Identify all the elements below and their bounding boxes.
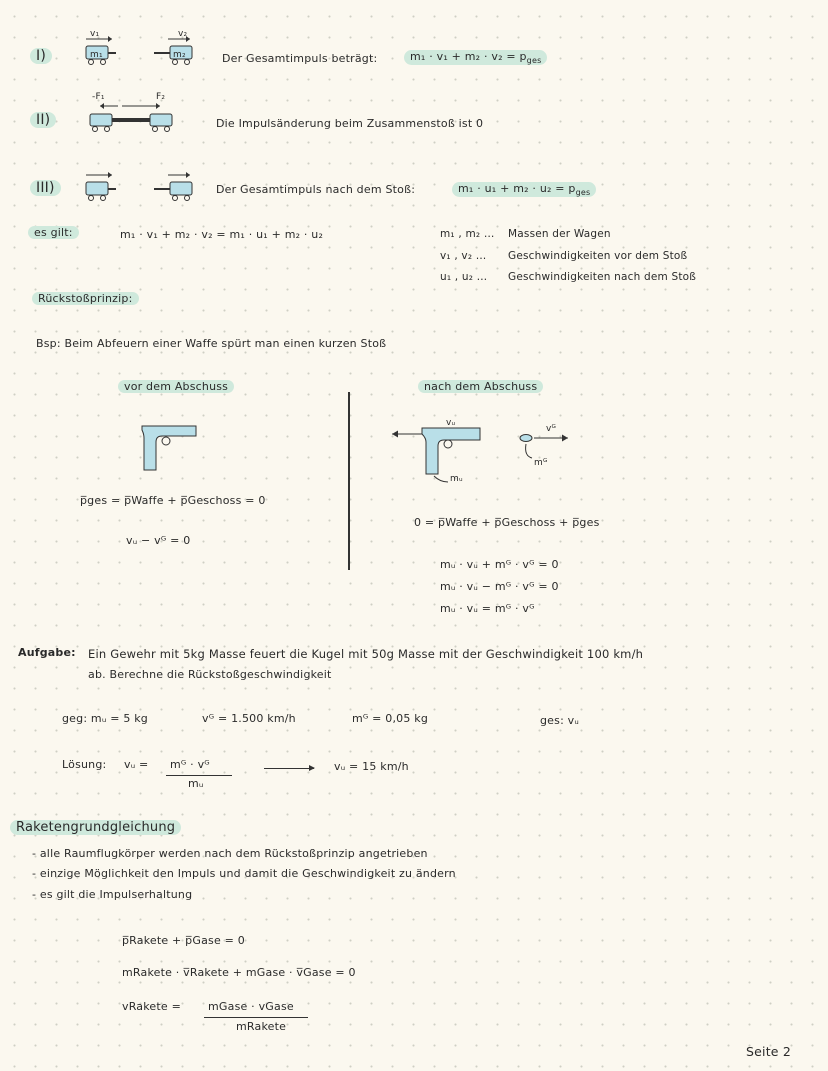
after-shot-label: nach dem Abschuss: [418, 380, 543, 393]
vw-label: vᵤ: [446, 418, 456, 428]
legend-sym-1: v₁ , v₂ …: [440, 250, 487, 262]
recoil-example: Bsp: Beim Abfeuern einer Waffe spürt man einen kurzen Stoß: [36, 337, 387, 350]
rocket-eq-3-lhs: vRakete =: [122, 1000, 181, 1013]
solution-denominator: mᵤ: [188, 777, 204, 790]
rocket-bullet-2: - es gilt die Impulserhaltung: [32, 888, 193, 901]
given-mass-bullet: mᴳ = 0,05 kg: [352, 712, 429, 725]
label-I: I): [30, 48, 52, 64]
mw-label: mᵤ: [450, 474, 463, 484]
legend-sym-0: m₁ , m₂ …: [440, 228, 495, 240]
es-gilt-label: es gilt:: [28, 226, 79, 239]
recoil-heading: Rückstoßprinzip:: [32, 292, 139, 305]
rocket-eq-3-numerator: mGase · vGase: [208, 1000, 294, 1013]
eq-after-4: mᵤ · vᵤ = mᴳ · vᴳ: [440, 602, 535, 615]
solution-numerator: mᴳ · vᴳ: [170, 758, 210, 771]
F2-label: F₂: [156, 92, 166, 102]
eq-after-1: 0 = p̅Waffe + p̅Geschoss + p̅ges: [414, 516, 600, 529]
solution-fraction-line: [166, 775, 232, 776]
rocket-fraction-line: [204, 1017, 308, 1018]
implies-arrow: [264, 768, 314, 769]
gun-before-icon: [136, 424, 202, 474]
rocket-eq-3-denominator: mRakete: [236, 1020, 287, 1033]
formula-III: $m_1 \cdot u_1 + m_2 \cdot u_2 = p_{ges}$: [452, 182, 596, 197]
text-II: Die Impulsänderung beim Zusammenstoß ist 0: [216, 117, 484, 130]
eq-before-1: p̅ges = p̅Waffe + p̅Geschoss = 0: [80, 494, 266, 507]
eq-after-3: mᵤ · vᵤ − mᴳ · vᴳ = 0: [440, 580, 559, 593]
rocket-bullet-0: - alle Raumflugkörper werden nach dem Rückstoßprinzip angetrieben: [32, 847, 428, 860]
before-shot-label: vor dem Abschuss: [118, 380, 234, 393]
rocket-eq-1: p̅Rakete + p̅Gase = 0: [122, 934, 245, 947]
column-divider: [348, 392, 350, 570]
rocket-bullet-1: - einzige Möglichkeit den Impuls und damit die Geschwindigkeit zu ändern: [32, 867, 456, 880]
formula-I: $m_1 \cdot v_1 + m_2 \cdot v_2 = p_{ges}$: [404, 50, 547, 65]
F1-label: -F₁: [92, 92, 105, 102]
carts-diagram-III: [82, 164, 202, 208]
task-text-1: Ein Gewehr mit 5kg Masse feuert die Kugel mit 50g Masse mit der Geschwindigkeit 100 km/h: [88, 647, 644, 661]
sought-value: ges: vᵤ: [540, 714, 580, 727]
given-mass-weapon: geg: mᵤ = 5 kg: [62, 712, 148, 725]
page-number: Seite 2: [746, 1044, 792, 1059]
rocket-eq-2: mRakete · v̅Rakete + mGase · v̅Gase = 0: [122, 966, 356, 979]
vG-label: vᴳ: [546, 424, 557, 434]
task-label: Aufgabe:: [18, 646, 76, 659]
legend-desc-0: Massen der Wagen: [508, 228, 611, 240]
solution-result: vᵤ = 15 km/h: [334, 760, 409, 773]
legend-sym-2: u₁ , u₂ …: [440, 271, 488, 283]
given-velocity-bullet: vᴳ = 1.500 km/h: [202, 712, 296, 725]
mG-label: mᴳ: [534, 458, 548, 468]
rocket-heading: Raketengrundgleichung: [10, 820, 181, 835]
v1-label: v₁: [90, 29, 100, 39]
task-text-2: ab. Berechne die Rückstoßgeschwindigkeit: [88, 668, 332, 681]
gun-after-icon: [392, 420, 572, 490]
m1-label: m₁: [90, 50, 103, 60]
text-III: Der Gesamtimpuls nach dem Stoß:: [216, 183, 416, 196]
text-I: Der Gesamtimpuls beträgt:: [222, 52, 378, 65]
label-II: II): [30, 112, 56, 128]
v2-label: v₂: [178, 29, 188, 39]
momentum-equation: m₁ · v₁ + m₂ · v₂ = m₁ · u₁ + m₂ · u₂: [120, 228, 324, 241]
eq-before-2: vᵤ − vᴳ = 0: [126, 534, 191, 547]
m2-label: m₂: [173, 50, 186, 60]
label-III: III): [30, 180, 61, 196]
legend-desc-2: Geschwindigkeiten nach dem Stoß: [508, 271, 697, 283]
eq-after-2: mᵤ · vᵤ + mᴳ · vᴳ = 0: [440, 558, 559, 571]
solution-lhs: vᵤ =: [124, 758, 149, 771]
solution-label: Lösung:: [62, 758, 107, 771]
legend-desc-1: Geschwindigkeiten vor dem Stoß: [508, 250, 688, 262]
